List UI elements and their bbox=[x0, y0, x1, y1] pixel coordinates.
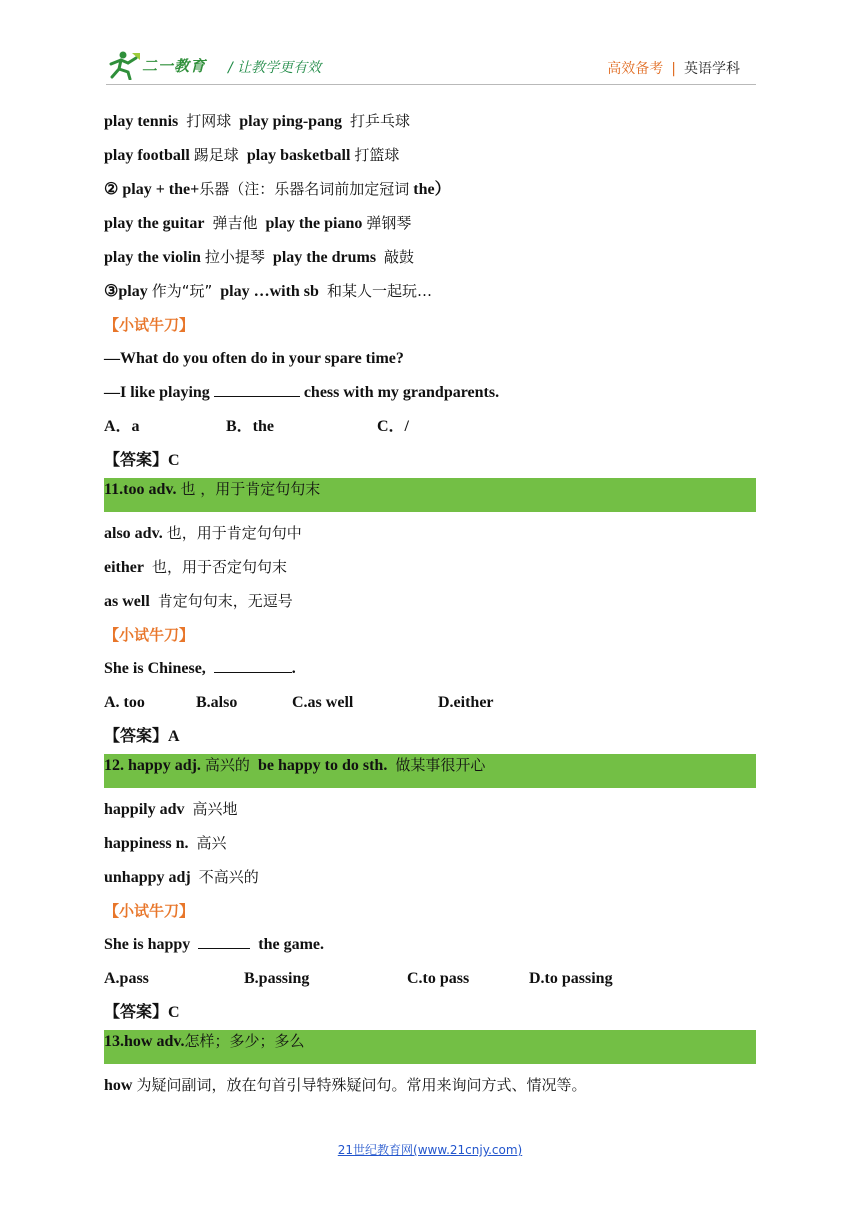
heading-translation: 怎样；多少；多么 bbox=[184, 1032, 305, 1050]
term: as well bbox=[104, 593, 150, 610]
term: ② play + the+ bbox=[104, 181, 200, 198]
header-right bbox=[607, 58, 740, 78]
question-text: chess with my grandparents. bbox=[303, 384, 500, 401]
text-line bbox=[104, 172, 756, 206]
translation: 弹吉他 bbox=[212, 214, 258, 232]
option-b: B.also bbox=[196, 694, 238, 711]
question-text: She is Chinese, bbox=[104, 660, 206, 677]
option-d: D.either bbox=[438, 694, 494, 711]
term: happiness n. bbox=[104, 835, 189, 852]
term: play ping-pang bbox=[239, 113, 342, 130]
section-heading bbox=[104, 754, 756, 788]
heading-term: 13.how adv. bbox=[104, 1033, 185, 1050]
text-line bbox=[104, 138, 756, 172]
term: either bbox=[104, 559, 144, 576]
term: play tennis bbox=[104, 113, 179, 130]
question-text: —What do you often do in your spare time? bbox=[104, 350, 404, 367]
quiz-question bbox=[104, 342, 756, 376]
heading-translation: 高兴的 bbox=[204, 756, 250, 774]
text-line bbox=[104, 206, 756, 240]
answer-blank bbox=[214, 382, 300, 397]
translation: 踢足球 bbox=[193, 146, 239, 164]
term: unhappy adj bbox=[104, 869, 191, 886]
text-line bbox=[104, 826, 756, 860]
answer-text: 【答案】C bbox=[104, 1004, 180, 1021]
option-c: C.as well bbox=[292, 694, 354, 711]
term: play football bbox=[104, 147, 190, 164]
quiz-question bbox=[104, 928, 756, 962]
translation: 作为“玩” bbox=[151, 282, 213, 300]
term: play the violin bbox=[104, 249, 201, 266]
logo bbox=[106, 50, 218, 80]
text-line bbox=[104, 584, 756, 618]
translation: 敲鼓 bbox=[384, 248, 415, 266]
option-d: D.to passing bbox=[529, 970, 613, 987]
section-heading bbox=[104, 478, 756, 512]
option-a: A.pass bbox=[104, 970, 149, 987]
heading-translation: 也 ，用于肯定句句末 bbox=[180, 480, 321, 498]
heading-term: 12. happy adj. bbox=[104, 757, 201, 774]
answer-blank bbox=[198, 934, 250, 949]
option-a: A. too bbox=[104, 694, 145, 711]
quiz-title bbox=[104, 894, 756, 928]
section-heading bbox=[104, 1030, 756, 1064]
quiz-title bbox=[104, 618, 756, 652]
quiz-options bbox=[104, 410, 756, 444]
term: happily adv bbox=[104, 801, 185, 818]
page-footer bbox=[0, 1141, 860, 1158]
quiz-answer bbox=[104, 444, 756, 478]
exam-label: 高效备考 bbox=[607, 61, 664, 77]
quiz-answer bbox=[104, 720, 756, 754]
term: play the piano bbox=[265, 215, 363, 232]
heading-term: 11.too adv. bbox=[104, 481, 177, 498]
text-line bbox=[104, 1068, 756, 1102]
quiz-question bbox=[104, 652, 756, 686]
translation: 打网球 bbox=[186, 112, 232, 130]
option-c: C.to pass bbox=[407, 970, 470, 987]
text-line bbox=[104, 792, 756, 826]
page-header bbox=[106, 44, 756, 84]
term: ③play bbox=[104, 283, 148, 300]
quiz-options bbox=[104, 962, 756, 996]
answer-blank bbox=[214, 658, 292, 673]
footer-link[interactable]: 21世纪教育网(www.21cnjy.com) bbox=[337, 1143, 523, 1157]
logo-text: 二一教育 bbox=[142, 57, 207, 75]
term: how bbox=[104, 1077, 133, 1094]
slogan: / 让教学更有效 bbox=[228, 60, 322, 76]
text-line bbox=[104, 104, 756, 138]
quiz-answer bbox=[104, 996, 756, 1030]
question-text: She is happy bbox=[104, 936, 191, 953]
option-b: B．the bbox=[226, 418, 275, 435]
term: the） bbox=[413, 181, 451, 198]
runner-logo-icon bbox=[106, 50, 142, 80]
translation: 高兴 bbox=[196, 834, 227, 852]
document-body bbox=[104, 104, 756, 1102]
translation: 也，用于否定句句末 bbox=[151, 558, 287, 576]
quiz-title-text: 【小试牛刀】 bbox=[104, 902, 195, 920]
translation: 和某人一起玩… bbox=[326, 282, 432, 300]
subject-label: 英语学科 bbox=[684, 61, 740, 77]
question-text: . bbox=[291, 660, 296, 677]
answer-text: 【答案】C bbox=[104, 452, 180, 469]
option-b: B.passing bbox=[244, 970, 310, 987]
quiz-title bbox=[104, 308, 756, 342]
header-separator: | bbox=[671, 61, 676, 77]
answer-text: 【答案】A bbox=[104, 728, 180, 745]
term: play the drums bbox=[272, 249, 377, 266]
text-line bbox=[104, 240, 756, 274]
option-a: A．a bbox=[104, 418, 140, 435]
translation: 为疑问副词，放在句首引导特殊疑问句。常用来询问方式、情况等。 bbox=[136, 1076, 587, 1094]
translation: 打乒乓球 bbox=[349, 112, 410, 130]
quiz-title-text: 【小试牛刀】 bbox=[104, 316, 195, 334]
heading-translation: 做某事很开心 bbox=[395, 756, 486, 774]
header-rule bbox=[106, 84, 756, 85]
term: play …with sb bbox=[220, 283, 319, 300]
text-line bbox=[104, 274, 756, 308]
translation: 不高兴的 bbox=[198, 868, 259, 886]
translation: 也，用于肯定句句中 bbox=[166, 524, 302, 542]
heading-term: be happy to do sth. bbox=[257, 757, 388, 774]
translation: 弹钢琴 bbox=[366, 214, 412, 232]
term: also adv. bbox=[104, 525, 163, 542]
term: play the guitar bbox=[104, 215, 205, 232]
text-line bbox=[104, 516, 756, 550]
translation: 乐器（注：乐器名词前加定冠词 bbox=[199, 180, 410, 198]
translation: 肯定句句末，无逗号 bbox=[157, 592, 293, 610]
translation: 高兴地 bbox=[192, 800, 238, 818]
text-line bbox=[104, 860, 756, 894]
quiz-title-text: 【小试牛刀】 bbox=[104, 626, 195, 644]
option-c: C．/ bbox=[377, 418, 410, 435]
question-text: the game. bbox=[258, 936, 325, 953]
text-line bbox=[104, 550, 756, 584]
quiz-options bbox=[104, 686, 756, 720]
translation: 拉小提琴 bbox=[204, 248, 265, 266]
quiz-question bbox=[104, 376, 756, 410]
question-text: —I like playing bbox=[104, 384, 210, 401]
term: play basketball bbox=[246, 147, 351, 164]
translation: 打篮球 bbox=[354, 146, 400, 164]
